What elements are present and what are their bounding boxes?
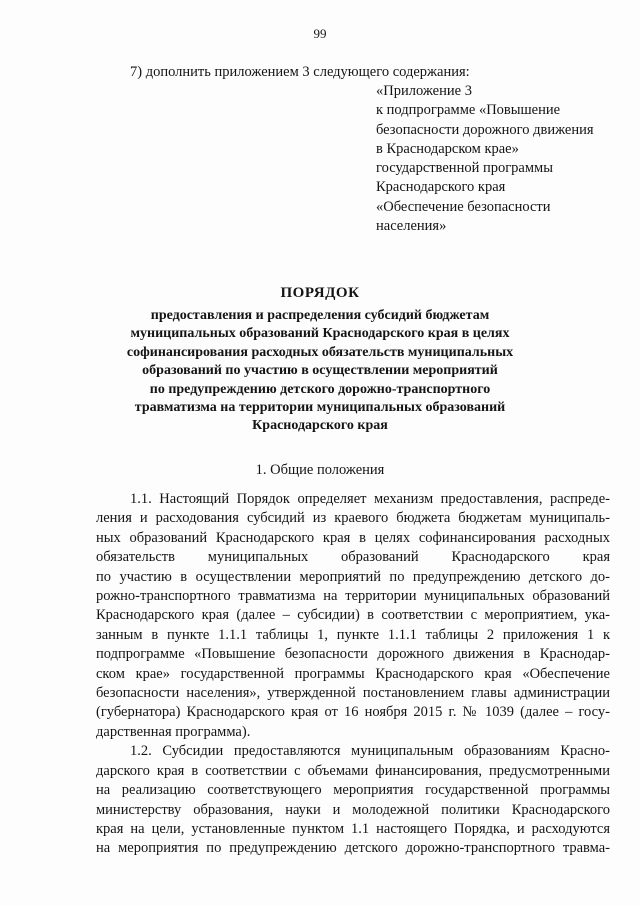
document-title: ПОРЯДОК bbox=[280, 285, 360, 301]
paragraph-line: министерству образования, науки и молодежной политики Краснодарского bbox=[96, 801, 610, 818]
appendix-line: «Приложение 3 bbox=[376, 83, 472, 99]
body-text bbox=[96, 490, 610, 859]
paragraph-line: занным в пункте 1.1.1 таблицы 1, пункте 1.1.1 таблицы 2 приложения 1 к bbox=[96, 626, 610, 643]
subtitle-line: по предупреждению детского дорожно-транспортного bbox=[149, 381, 491, 397]
appendix-line: к подпрограмме «Повышение bbox=[376, 102, 561, 119]
subtitle-line: образований по участию в осуществлении мероприятий bbox=[142, 363, 498, 379]
paragraph-line: на мероприятия по предупреждению детского дорожно-транспортного травма- bbox=[96, 840, 610, 857]
amendment-item-7: 7) дополнить приложением 3 следующего содержания: bbox=[130, 64, 470, 80]
subtitle-line: предоставления и распределения субсидий бюджетам bbox=[150, 308, 490, 323]
subtitle-line: Краснодарского края bbox=[252, 418, 388, 434]
paragraph-line: края на цели, установленные пунктом 1.1 настоящего Порядка, и расходуются bbox=[96, 820, 610, 837]
paragraph-line: дарского края в соответствии с объемами финансирования, предусмотренными bbox=[96, 762, 610, 779]
appendix-header bbox=[376, 82, 616, 236]
subtitle-line: травматизма на территории муниципальных образований bbox=[134, 400, 506, 416]
paragraph-line: 1.2. Субсидии предоставляются муниципальным образованиям Красно- bbox=[130, 743, 610, 760]
subtitle-line: софинансирования расходных обязательств муниципальных bbox=[126, 344, 514, 360]
paragraph-line: (губернатора) Краснодарского края от 16 ноября 2015 г. № 1039 (далее – госу- bbox=[96, 704, 610, 721]
paragraph-line: Краснодарского края (далее – субсидии) в соответствии с мероприятием, ука- bbox=[96, 607, 610, 624]
paragraph-line: ных образований Краснодарского края в целях софинансирования расходных bbox=[96, 529, 610, 546]
page-number: 99 bbox=[313, 26, 327, 41]
paragraph-line: ском крае» государственной программы Краснодарского края «Обеспечение bbox=[96, 665, 610, 682]
paragraph-line: рожно-транспортного травматизма на территории муниципальных образований bbox=[96, 588, 610, 605]
paragraph-line: по участию в осуществлении мероприятий по предупреждению детского до- bbox=[96, 568, 610, 585]
paragraph-line: дарственная программа). bbox=[96, 723, 251, 740]
paragraph-line: на реализацию соответствующего мероприятия государственной программы bbox=[96, 782, 610, 799]
appendix-line: «Обеспечение безопасности bbox=[376, 198, 551, 215]
paragraph-line: подпрограмме «Повышение безопасности дорожного движения в Краснодар- bbox=[96, 646, 610, 663]
appendix-line: государственной программы bbox=[376, 160, 553, 177]
appendix-line: в Краснодарском крае» bbox=[376, 140, 519, 157]
paragraph-line: ления и расходования субсидий из краевого бюджета бюджетам муниципаль- bbox=[96, 510, 610, 527]
appendix-line: безопасности дорожного движения bbox=[376, 121, 594, 138]
subtitle-line: муниципальных образований Краснодарского края в целях bbox=[130, 326, 510, 342]
appendix-line: населения» bbox=[376, 218, 447, 235]
paragraph-line: 1.1. Настоящий Порядок определяет механизм предоставления, распреде- bbox=[130, 491, 610, 507]
paragraph-line: обязательств муниципальных образований Краснодарского края bbox=[96, 549, 610, 566]
appendix-line: Краснодарского края bbox=[376, 179, 506, 196]
document-subtitle bbox=[60, 307, 580, 436]
section-heading: 1. Общие положения bbox=[255, 462, 385, 478]
paragraph-line: безопасности населения», утвержденной постановлением главы администрации bbox=[96, 685, 610, 702]
